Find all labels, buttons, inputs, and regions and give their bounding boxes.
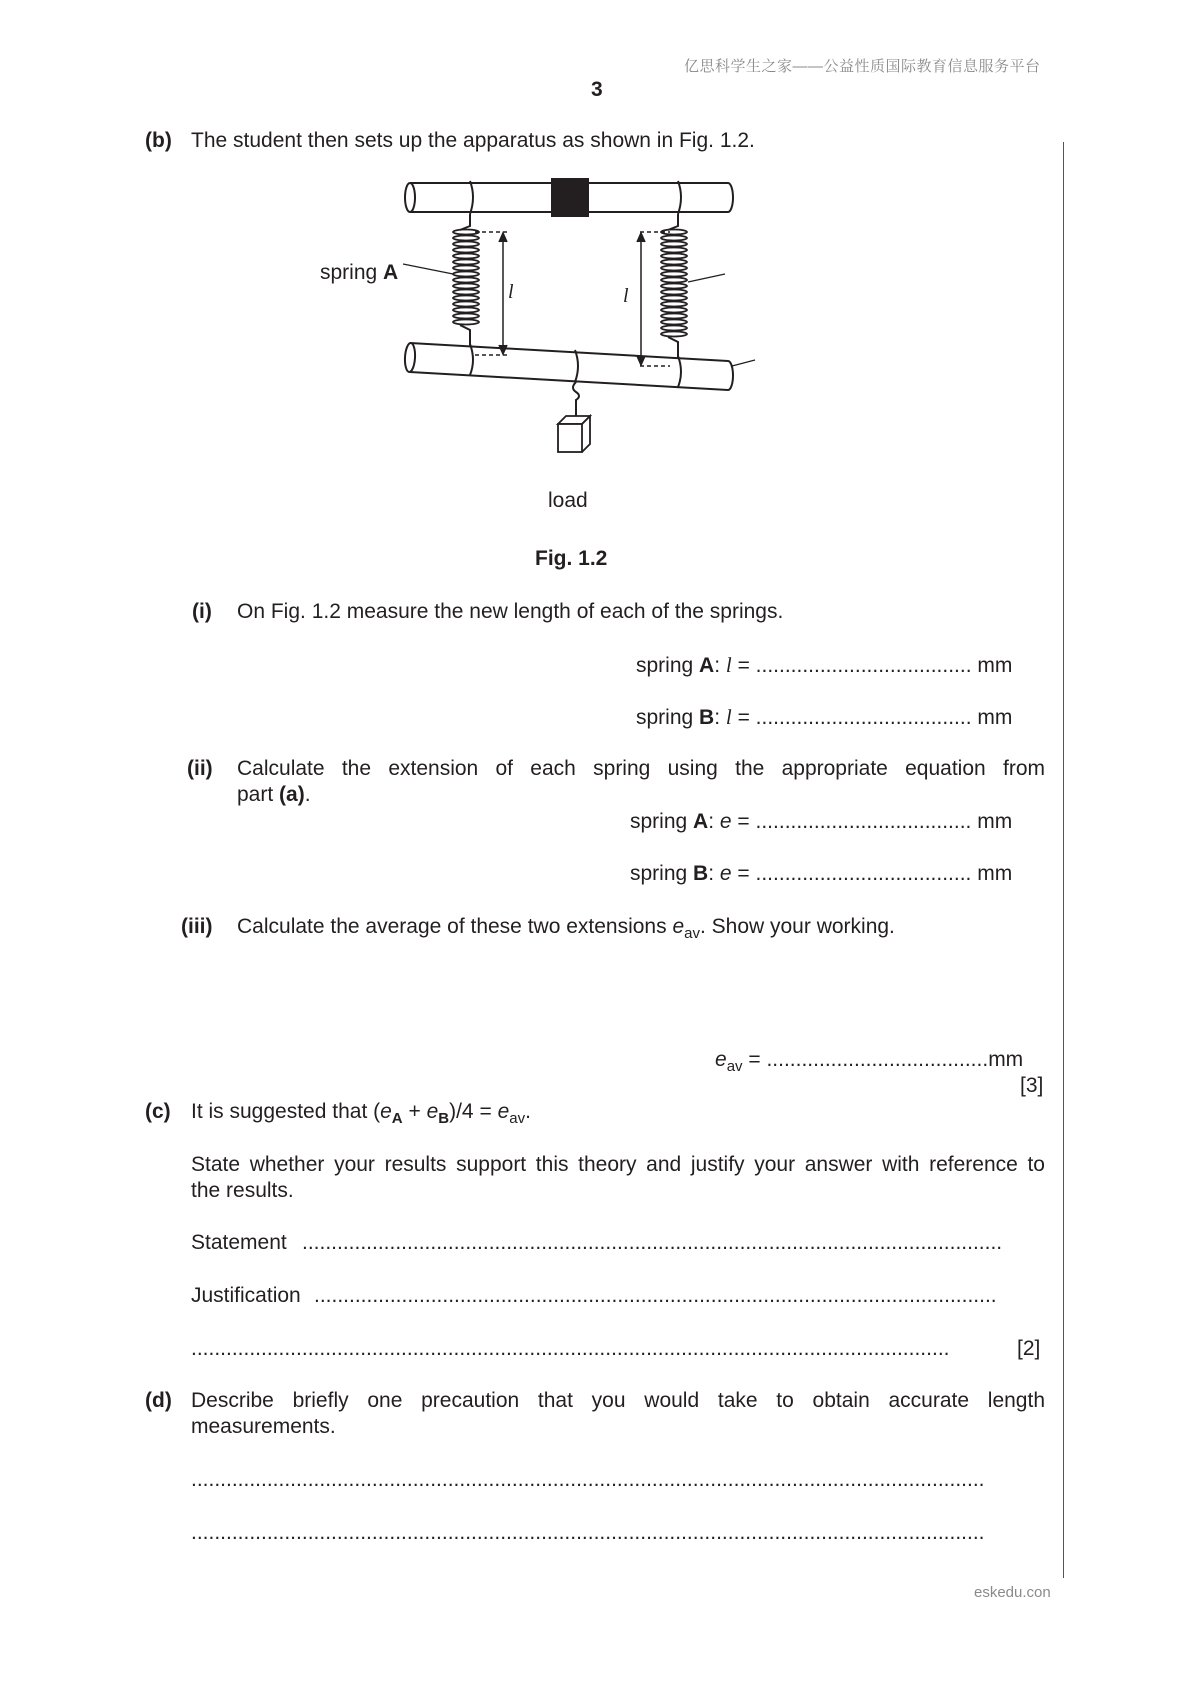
text-run: .	[525, 1100, 531, 1123]
answer-unit: mm	[988, 1048, 1024, 1071]
text-run: It is suggested that (	[191, 1100, 381, 1123]
statement-answer-line[interactable]: ........................................................................................................................	[302, 1231, 1003, 1254]
margin-rule	[1063, 142, 1064, 1578]
answer-letter: A	[693, 810, 709, 833]
load-string	[573, 382, 579, 416]
answer-subscript: av	[726, 1058, 743, 1075]
spring-a-label-letter: A	[383, 261, 399, 284]
answer-line-ii-spring-a: spring A: e = ..................................... mm	[630, 810, 1013, 833]
spring-a-leader	[403, 264, 453, 274]
statement-label: Statement	[191, 1231, 287, 1254]
part-b-label: (b)	[145, 129, 172, 152]
part-d-answer-line-2[interactable]: ........................................................................................................................................	[191, 1521, 985, 1544]
answer-dots[interactable]: .....................................	[755, 810, 972, 833]
spring-a-label	[320, 261, 398, 285]
part-b-iii-label: (iii)	[181, 915, 213, 938]
load-label: load	[548, 489, 588, 512]
text-run: )/4 =	[449, 1100, 498, 1123]
answer-dots[interactable]: .....................................	[755, 706, 972, 729]
answer-prefix: spring	[630, 810, 688, 833]
part-c-instruction-line1: State whether your results support this theory and justify your answer with reference to	[191, 1153, 1045, 1176]
part-b-iii-text	[237, 915, 895, 942]
answer-line-i-spring-a: spring A: l = ..................................... mm	[636, 653, 1013, 677]
part-d-text-line2: measurements.	[191, 1415, 336, 1438]
symbol-e: e	[426, 1100, 439, 1123]
answer-dots[interactable]: .....................................	[755, 654, 972, 677]
answer-line-i-spring-b: spring B: l = ..................................... mm	[636, 705, 1013, 729]
justification-label: Justification	[191, 1284, 301, 1307]
text-run: .	[304, 783, 311, 806]
text-run: +	[402, 1100, 427, 1123]
answer-dots[interactable]: ......................................	[766, 1048, 989, 1071]
clamp-block	[552, 179, 588, 216]
part-b-ii-text-line2	[237, 783, 311, 807]
watermark-text: 亿思科学生之家——公益性质国际教育信息服务平台	[684, 58, 1041, 75]
answer-symbol: e	[719, 810, 732, 833]
part-c-label: (c)	[145, 1100, 171, 1123]
answer-symbol: e	[715, 1048, 727, 1071]
rod-leader	[732, 360, 755, 366]
subscript-av: av	[509, 1110, 526, 1127]
answer-prefix: spring	[630, 862, 688, 885]
part-c-instruction-line2: the results.	[191, 1179, 294, 1202]
part-b-i-label: (i)	[192, 600, 212, 623]
answer-prefix: spring	[636, 706, 694, 729]
subscript-b: B	[438, 1110, 450, 1127]
answer-unit: mm	[977, 862, 1013, 885]
answer-line-ii-spring-b: spring B: e = ..................................... mm	[630, 862, 1013, 885]
answer-letter: B	[693, 862, 709, 885]
answer-symbol: e	[719, 862, 732, 885]
subscript-av: av	[684, 925, 700, 942]
part-d-label: (d)	[145, 1389, 172, 1412]
page-number: 3	[591, 78, 603, 101]
part-b-ii-label: (ii)	[187, 757, 213, 780]
spring-a	[453, 214, 479, 346]
length-symbol-b: l	[623, 285, 629, 307]
footer-site-text: eskedu.con	[974, 1584, 1051, 1601]
bottom-rod	[404, 343, 733, 390]
subscript-a: A	[391, 1110, 403, 1127]
marks-iii: [3]	[1020, 1074, 1044, 1097]
answer-symbol: l	[725, 653, 732, 677]
text-run: Calculate the average of these two extensions	[237, 915, 673, 938]
answer-dots[interactable]: .....................................	[755, 862, 972, 885]
symbol-e: e	[497, 1100, 510, 1123]
answer-symbol: l	[725, 705, 732, 729]
part-b-i-text: On Fig. 1.2 measure the new length of each of the springs.	[237, 600, 784, 623]
answer-unit: mm	[977, 810, 1013, 833]
marks-c: [2]	[1017, 1337, 1041, 1360]
spring-a-label-prefix: spring	[320, 261, 378, 284]
text-run: part	[237, 783, 280, 806]
answer-letter: B	[699, 706, 715, 729]
answer-prefix: spring	[636, 654, 694, 677]
part-d-text-line1: Describe briefly one precaution that you would take to obtain accurate length	[191, 1389, 1045, 1412]
symbol-e: e	[672, 915, 685, 938]
text-run: . Show your working.	[699, 915, 895, 938]
spring-apparatus-diagram	[300, 170, 770, 520]
spring-b-leader	[688, 274, 725, 282]
length-symbol-a: l	[508, 281, 514, 303]
load-cube	[558, 416, 590, 452]
part-b-ii-text-line1: Calculate the extension of each spring using the appropriate equation from	[237, 757, 1045, 780]
answer-unit: mm	[977, 706, 1013, 729]
symbol-e: e	[380, 1100, 392, 1123]
answer-unit: mm	[977, 654, 1013, 677]
part-c-suggestion	[191, 1100, 531, 1127]
answer-letter: A	[699, 654, 715, 677]
figure-caption: Fig. 1.2	[535, 547, 608, 570]
answer-line-iii-eav: $e_{av} = ......................................mm$	[715, 1048, 1024, 1075]
justification-answer-line[interactable]: .....................................................................................................................	[314, 1284, 997, 1307]
justification-answer-line-2[interactable]: ..................................................................................................................................	[191, 1337, 950, 1360]
part-d-answer-line-1[interactable]: ........................................................................................................................................	[191, 1468, 985, 1491]
part-b-intro: The student then sets up the apparatus as shown in Fig. 1.2.	[191, 129, 755, 152]
spring-b	[661, 214, 687, 358]
part-reference: (a)	[279, 783, 305, 806]
